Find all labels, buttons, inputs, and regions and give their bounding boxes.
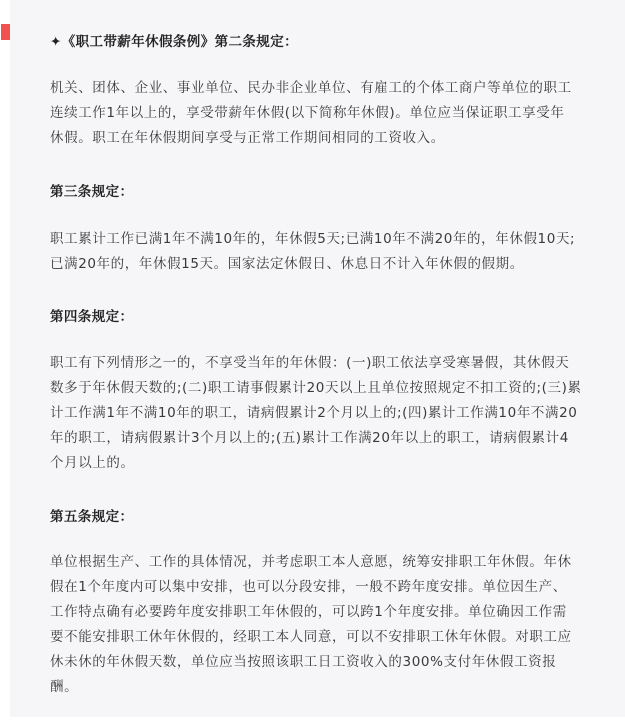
paragraph-line: 数多于年休假天数的;(二)职工请事假累计20天以上且单位按照规定不扣工资的;(三)累 (50, 380, 582, 396)
content-card (10, 0, 625, 717)
paragraph-line: 要不能安排职工休年休假的，经职工本人同意，可以不安排职工休年休假。对职工应 (50, 629, 572, 645)
paragraph-line: 休未休的年休假天数，单位应当按照该职工日工资收入的300%支付年休假工资报 (50, 654, 557, 670)
paragraph-line: 个月以上的。 (50, 455, 135, 471)
paragraph-line: 单位根据生产、工作的具体情况，并考虑职工本人意愿，统筹安排职工年休假。年休 (50, 554, 572, 570)
paragraph-line: 职工累计工作已满1年不满10年的，年休假5天;已满10年不满20年的，年休假10天; (50, 231, 576, 247)
paragraph-line: 职工有下列情形之一的，不享受当年的年休假：(一)职工依法享受寒暑假，其休假天 (50, 355, 570, 371)
paragraph-line: 连续工作1年以上的，享受带薪年休假(以下简称年休假)。单位应当保证职工享受年 (50, 105, 565, 121)
paragraph-line: 假在1个年度内可以集中安排，也可以分段安排，一般不跨年度安排。单位因生产、 (50, 579, 567, 595)
paragraph-line: 休假。职工在年休假期间享受与正常工作期间相同的工资收入。 (50, 130, 445, 146)
section-heading-article-5: 第五条规定： (50, 509, 134, 525)
section-heading-article-2: ✦《职工带薪年休假条例》第二条规定： (50, 34, 299, 50)
paragraph-line: 计工作满1年不满10年的职工，请病假累计2个月以上的;(四)累计工作满10年不满20 (50, 405, 578, 421)
paragraph-line: 年的职工，请病假累计3个月以上的;(五)累计工作满20年以上的职工，请病假累计4 (50, 430, 569, 446)
paragraph-line: 已满20年的，年休假15天。国家法定休假日、休息日不计入年休假的假期。 (50, 256, 524, 272)
section-paragraph-article-4 (50, 351, 622, 476)
section-paragraph-article-2 (50, 76, 622, 151)
paragraph-line: 酬。 (50, 679, 79, 695)
section-heading-article-4: 第四条规定： (50, 309, 134, 325)
section-paragraph-article-3 (50, 227, 622, 277)
paragraph-line: 机关、团体、企业、事业单位、民办非企业单位、有雇工的个体工商户等单位的职工 (50, 80, 572, 96)
section-paragraph-article-5 (50, 550, 622, 700)
paragraph-line: 工作特点确有必要跨年度安排职工年休假的，可以跨1个年度安排。单位确因工作需 (50, 604, 567, 620)
section-heading-article-3: 第三条规定： (50, 184, 134, 200)
